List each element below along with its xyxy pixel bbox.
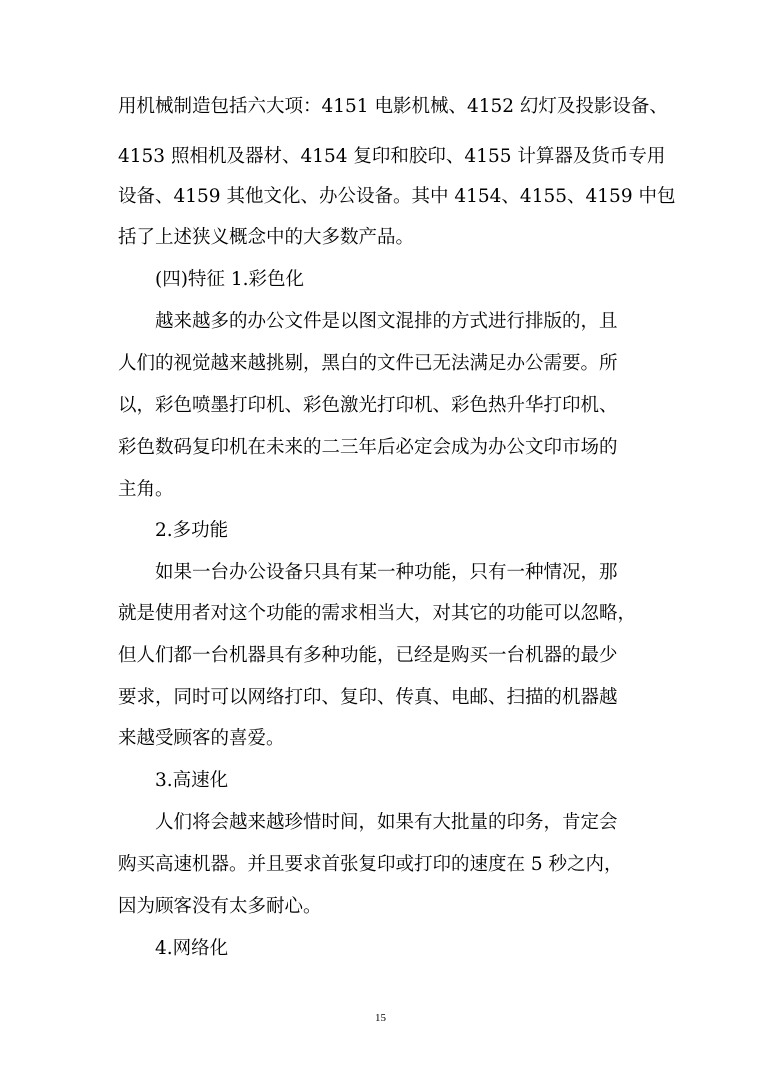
text-line: 越来越多的办公文件是以图文混排的方式进行排版的，且 — [155, 311, 618, 332]
text-line: 要求，同时可以网络打印、复印、传真、电邮、扫描的机器越 — [118, 687, 618, 708]
section-heading: 2.多功能 — [155, 520, 229, 541]
text-line: 但人们都一台机器具有多种功能，已经是购买一台机器的最少 — [118, 645, 618, 666]
text-line: 购买高速机器。并且要求首张复印或打印的速度在 5 秒之内， — [118, 854, 623, 875]
text-line: 以，彩色喷墨打印机、彩色激光打印机、彩色热升华打印机、 — [118, 395, 618, 416]
text-line: 主角。 — [118, 479, 174, 500]
page-number: 15 — [375, 1012, 386, 1024]
text-line: 因为顾客没有太多耐心。 — [118, 896, 322, 917]
text-line: 设备、4159 其他文化、办公设备。其中 4154、4155、4159 中包 — [118, 186, 676, 207]
text-line: 如果一台办公设备只具有某一种功能，只有一种情况，那 — [155, 562, 618, 583]
text-line: 就是使用者对这个功能的需求相当大，对其它的功能可以忽略， — [118, 603, 637, 624]
section-heading: (四)特征 1.彩色化 — [155, 269, 304, 290]
text-line: 用机械制造包括六大项：4151 电影机械、4152 幻灯及投影设备、 — [118, 96, 668, 117]
section-heading: 3.高速化 — [155, 770, 229, 791]
text-line: 彩色数码复印机在未来的二三年后必定会成为办公文印市场的 — [118, 437, 618, 458]
text-line: 来越受顾客的喜爱。 — [118, 728, 285, 749]
text-line: 括了上述狭义概念中的大多数产品。 — [118, 227, 415, 248]
text-line: 人们将会越来越珍惜时间，如果有大批量的印务，肯定会 — [155, 812, 618, 833]
section-heading: 4.网络化 — [155, 938, 229, 959]
text-line: 4153 照相机及器材、4154 复印和胶印、4155 计算器及货币专用 — [118, 146, 666, 167]
text-line: 人们的视觉越来越挑剔，黑白的文件已无法满足办公需要。所 — [118, 353, 618, 374]
